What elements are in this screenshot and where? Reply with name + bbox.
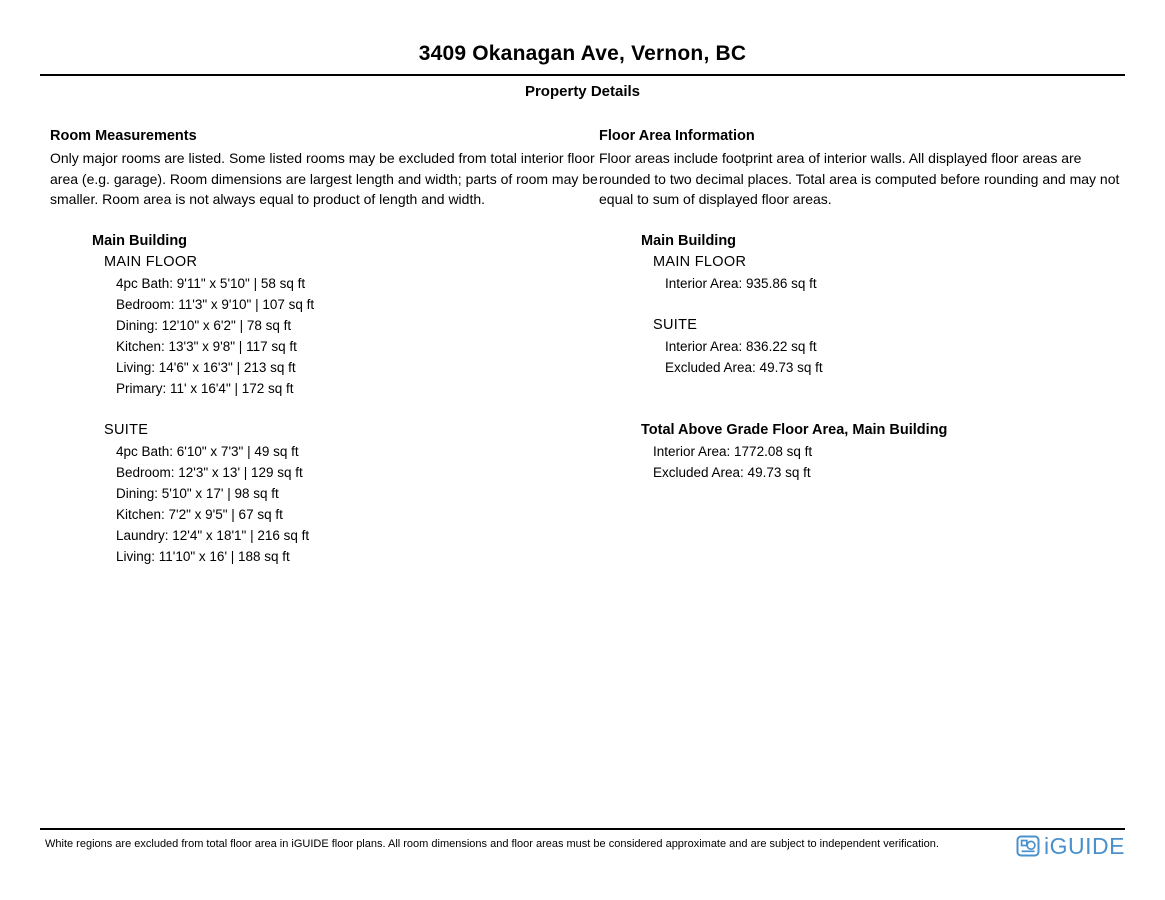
room-line: Kitchen: 13'3" x 9'8" | 117 sq ft [116,338,297,354]
floor-area-building [641,231,1125,483]
room-line: Primary: 11' x 16'4" | 172 sq ft [116,380,294,396]
room-line: Kitchen: 7'2" x 9'5" | 67 sq ft [116,506,283,522]
room-line: 4pc Bath: 9'11" x 5'10" | 58 sq ft [116,275,306,291]
suite-rooms [104,420,599,567]
room-line: Living: 11'10" x 16' | 188 sq ft [116,548,290,564]
room-line: 4pc Bath: 6'10" x 7'3" | 49 sq ft [116,443,299,459]
room-measurements-building [92,231,599,567]
room-line: Dining: 5'10" x 17' | 98 sq ft [116,485,279,501]
iguide-camera-icon [1016,834,1040,858]
page-title: 3409 Okanagan Ave, Vernon, BC [418,42,747,65]
room-line: Bedroom: 11'3" x 9'10" | 107 sq ft [116,296,315,312]
content-columns [0,126,1165,567]
floor-area-section [599,126,1125,567]
floor-name: SUITE [653,316,698,333]
room-line: Laundry: 12'4" x 18'1" | 216 sq ft [116,527,310,543]
footer-disclaimer: White regions are excluded from total floor area in iGUIDE floor plans. All room dimensions and floor areas must be considered approximate and are subject to independent verification. [45,838,939,850]
area-line: Interior Area: 836.22 sq ft [665,338,817,354]
iguide-logo [1016,833,1125,859]
floor-area-description: Floor areas include footprint area of interior walls. All displayed floor areas are rounded to two decimal places. Total area is computed before rounding and may not equal to sum of displayed floor areas. [599,150,1120,207]
page-footer [40,828,1125,859]
floor-name: MAIN FLOOR [653,253,747,270]
main-floor-areas [653,252,1125,294]
header-divider [40,74,1125,76]
room-measurements-heading: Room Measurements [50,128,197,144]
area-line: Interior Area: 1772.08 sq ft [653,443,813,459]
area-line: Excluded Area: 49.73 sq ft [665,359,823,375]
main-floor-rooms [104,252,599,399]
total-floor-area [641,420,1125,483]
area-line: Excluded Area: 49.73 sq ft [653,464,811,480]
room-line: Living: 14'6" x 16'3" | 213 sq ft [116,359,296,375]
iguide-logo-text: iGUIDE [1044,833,1125,859]
room-line: Dining: 12'10" x 6'2" | 78 sq ft [116,317,292,333]
room-line: Bedroom: 12'3" x 13' | 129 sq ft [116,464,303,480]
suite-areas [653,315,1125,378]
total-floor-area-heading: Total Above Grade Floor Area, Main Building [641,421,948,438]
floor-name: SUITE [104,421,149,438]
room-measurements-section [50,126,599,567]
page-subtitle: Property Details [524,83,641,100]
building-name: Main Building [92,232,188,249]
floor-name: MAIN FLOOR [104,253,198,270]
room-measurements-description: Only major rooms are listed. Some listed rooms may be excluded from total interior floor area (e.g. garage). Room dimensions are largest length and width; parts of room may be smaller. Room area is not always equal to product of length and width. [50,150,598,207]
building-name: Main Building [641,232,737,249]
floor-area-heading: Floor Area Information [599,128,755,144]
area-line: Interior Area: 935.86 sq ft [665,275,817,291]
